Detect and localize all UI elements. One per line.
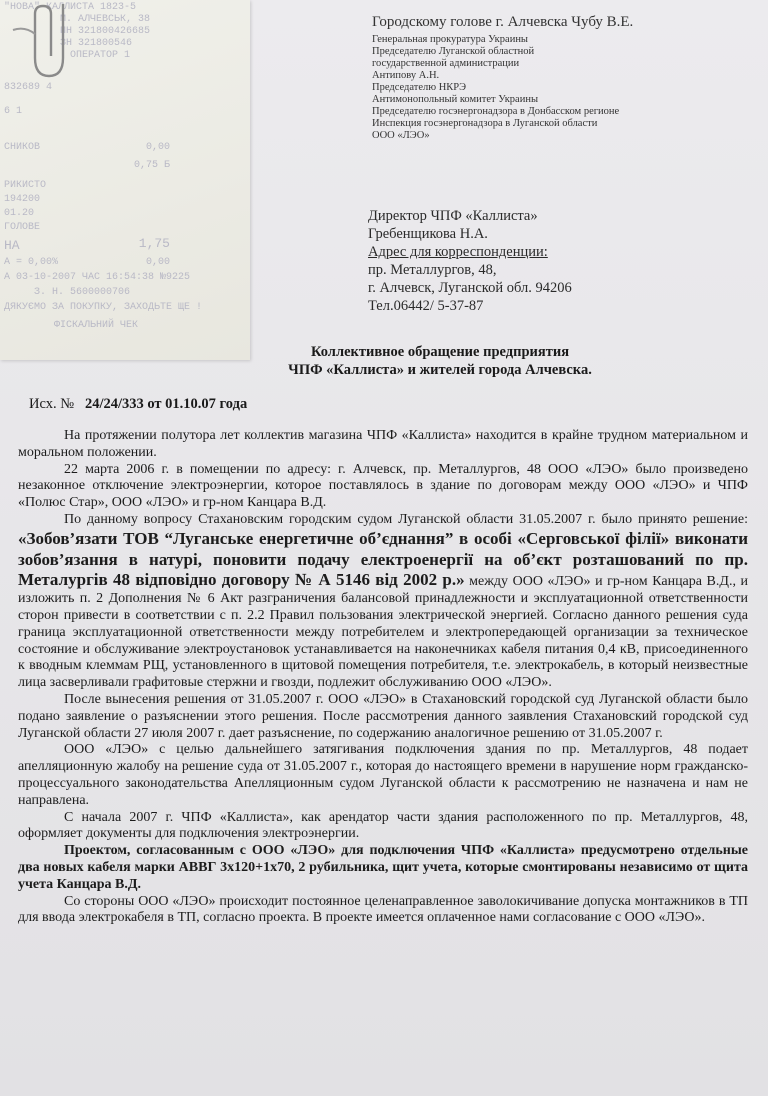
- paragraph: На протяжении полутора лет коллектив магазина ЧПФ «Каллиста» находится в крайне трудном материальном и моральном положении.: [18, 428, 748, 460]
- addressee-copy: ООО «ЛЭО»: [372, 130, 430, 141]
- sender-phone: Тел.06442/ 5-37-87: [368, 298, 484, 314]
- receipt-line: СНИКОВ: [4, 142, 41, 153]
- receipt-amount: 0,75 Б: [133, 160, 170, 171]
- reference-number: 24/24/333 от 01.10.07 года: [84, 396, 248, 412]
- letter-body: [18, 428, 748, 927]
- receipt-line: А 03-10-2007 ЧАС 16:54:38 №9225: [4, 272, 191, 283]
- paragraph: После вынесения решения от 31.05.2007 г. ООО «ЛЭО» в Стахановский городской суд Луганской области было подано заявление о разъяснении этого решения. После рассмотрения данного заявления Стахановский городской суд Луганской области 27 июля 2007 г. дает разъяснение, по содержанию аналогичное решению от 31.05.2007 г.: [18, 691, 748, 741]
- document-title: [230, 343, 650, 379]
- paragraph: С начала 2007 г. ЧПФ «Каллиста», как арендатор части здания расположенного по пр. Металлургов, 48, оформляет документы для подключения электроэнергии.: [18, 809, 748, 842]
- receipt-line: НА: [4, 238, 20, 253]
- paragraph: ООО «ЛЭО» с целью дальнейшего затягивания подключения здания по пр. Металлургов, 48 подает апелляционную жалобу на решение суда от 31.05.2007 г., которая до настоящего времени в нарушение норм гражданско-процессуального законодательства Апелляционным судом Луганской области к рассмотрению не назначена и нам не направлена.: [18, 742, 748, 808]
- addressee-block: [372, 14, 762, 142]
- sender-title: Директор ЧПФ «Каллиста»: [368, 208, 538, 224]
- addressee-copy: Генеральная прокуратура Украины: [372, 34, 528, 45]
- reference-prefix: Исх. №: [29, 396, 75, 412]
- addressee-copy: Председателю НКРЭ: [372, 82, 467, 93]
- receipt-line: ГОЛОВЕ: [4, 222, 41, 233]
- paragraph: Проектом, согласованным с ООО «ЛЭО» для подключения ЧПФ «Каллиста» предусмотрено отдельные два новых кабеля марки АВВГ 3х120+1х70, 2 рубильника, щит учета, которые смонтированы независимо от щита учета Канцара В.Д.: [18, 843, 748, 892]
- addressee-copy: государственной администрации: [372, 58, 520, 69]
- receipt-line: 6 1: [4, 106, 23, 117]
- receipt-line: М. АЛЧЕВСЬК, 38: [60, 14, 151, 25]
- paragraph-text: между ООО «ЛЭО» и гр-ном Канцара В.Д., и изложить п. 2 Дополнения № 6 Акт разграничения балансовой принадлежности и эксплуатационной ответственности сторон привести в соответствии с п. 2.2 Правил пользования электрической энергией. Согласно данного решения суда граница эксплуатационной ответственности между потребителем и электропередающей организации за техническое состояние и обслуживание электроустановок устанавливается на наконечниках кабеля питания 0,4 кВ, присоединенного к вводным клеммам РЩ, установленного в щитовой помещения потребителя, т.е. электрокабель, в который неизвестные лица засверливали графитовые стержни и гвозди, подлежит обслуживанию ООО «ЛЭО».: [18, 574, 748, 691]
- paragraph: [18, 512, 748, 692]
- sender-address-label: Адрес для корреспонденции:: [368, 244, 548, 260]
- receipt-line: 194200: [4, 194, 41, 205]
- paperclip-icon: [5, 0, 75, 82]
- paragraph: Со стороны ООО «ЛЭО» происходит постоянное целенаправленное заволокичивание допуска монтажников в ТП для ввода электрокабеля в ТП, согласно проекта. В проекте имеется оплаченное нами согласование с ООО «ЛЭО».: [18, 893, 748, 926]
- title-line: ЧПФ «Каллиста» и жителей города Алчевска.: [288, 362, 592, 378]
- addressee-copy: Председателю Луганской областной: [372, 46, 535, 57]
- addressee-copy: Председателю госэнергонадзора в Донбасском регионе: [372, 106, 620, 117]
- sender-name: Гребенщикова Н.А.: [368, 226, 488, 242]
- sender-city: г. Алчевск, Луганской обл. 94206: [368, 280, 572, 296]
- receipt-line: ОПЕРАТОР 1: [70, 50, 131, 61]
- receipt-line: З. Н. 5600000706: [34, 287, 131, 298]
- court-ruling-quote: «Зобов’язати ТОВ “Луганське енергетичне об’єднання” в особі «Серговської філії» виконати зобов’язання в натурі, поновити подачу електроенергії на об’єкт розташований по пр. Металургів 48 відповідно договору № А 5146 від 2002 р.»: [18, 528, 748, 590]
- title-line: Коллективное обращение предприятия: [310, 344, 570, 360]
- receipt-line: ФІСКАЛЬНИЙ ЧЕК: [54, 320, 139, 331]
- receipt-line: 01.20: [4, 208, 35, 219]
- receipt-amount: 1,75: [138, 236, 170, 251]
- addressee-main: Городскому голове г. Алчевска Чубу В.Е.: [372, 14, 634, 30]
- receipt-amount: 0,00: [145, 257, 170, 268]
- paragraph-text: По данному вопросу Стахановским городским судом Луганской области 31.05.2007 г. было принято решение:: [64, 511, 748, 527]
- outgoing-reference: [29, 396, 247, 413]
- sender-block: [368, 207, 758, 315]
- receipt-line: "НОВА" КАЛЛИСТА 1823-5: [4, 2, 137, 13]
- receipt-line: ДЯКУЄМО ЗА ПОКУПКУ, ЗАХОДЬТЕ ЩЕ !: [4, 302, 203, 313]
- receipt-line: ПН 321800426685: [60, 26, 151, 37]
- receipt-amount: 0,00: [145, 142, 170, 153]
- paragraph: 22 марта 2006 г. в помещении по адресу: г. Алчевск, пр. Металлургов, 48 ООО «ЛЭО» было произведено незаконное отключение электроэнергии, которое поставлялось в здание по договорам между ООО «ЛЭО» и ЧПФ «Полюс Стар», ООО «ЛЭО» и гр-ном Канцара В.Д.: [18, 461, 748, 511]
- addressee-copy: Антипову А.Н.: [372, 70, 440, 81]
- receipt-line: А = 0,00%: [4, 257, 59, 268]
- addressee-copy: Инспекция госэнергонадзора в Луганской области: [372, 118, 598, 129]
- receipt-line: РИКИСТО: [4, 180, 47, 191]
- addressee-copy: Антимонопольный комитет Украины: [372, 94, 539, 105]
- sender-street: пр. Металлургов, 48,: [368, 262, 497, 278]
- receipt-line: ЗН 321800546: [60, 38, 133, 49]
- receipt-line: 832689 4: [4, 82, 53, 93]
